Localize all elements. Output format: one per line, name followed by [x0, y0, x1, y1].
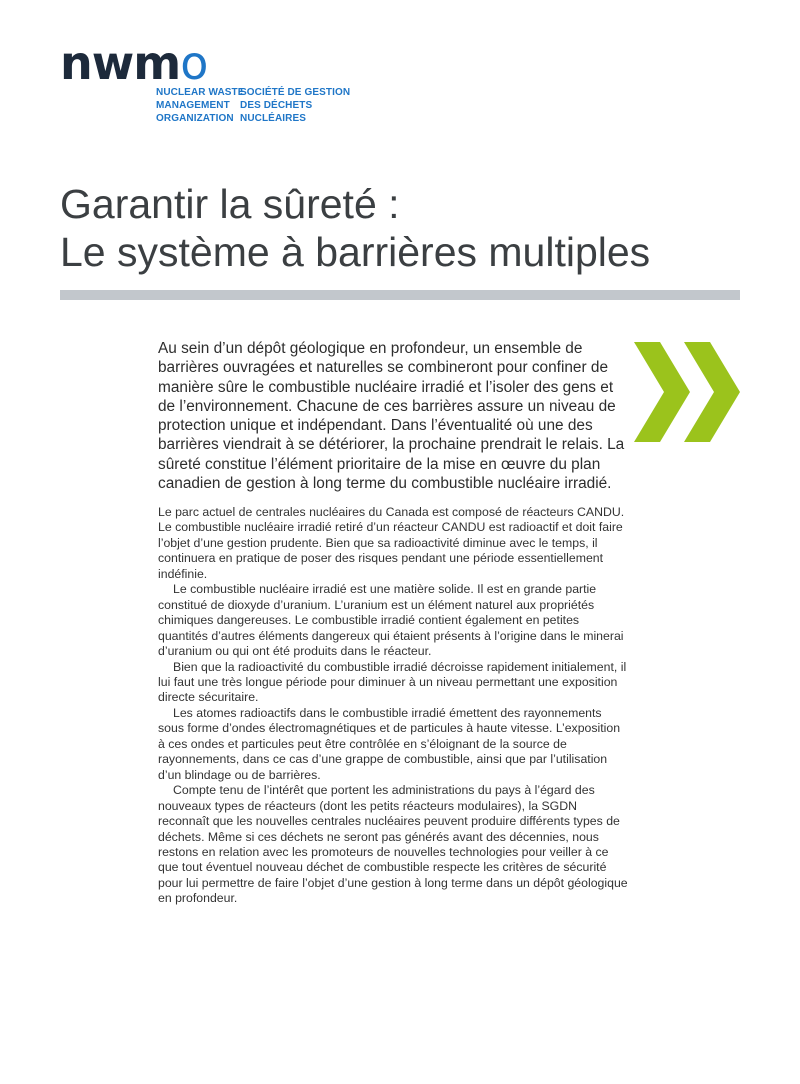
logo-english-line: NUCLEAR WASTE — [156, 87, 245, 98]
logo-french-line: NUCLÉAIRES — [240, 113, 307, 124]
logo-wordmark-o: o — [180, 36, 208, 90]
body-paragraph: Les atomes radioactifs dans le combustible irradié émettent des rayonnements sous forme d’ondes électromagnétiques et de particules à haute vitesse. L’exposition à ces ondes et particules peut être contrôlée en s’éloignant de la source de rayonnements, dans ce cas d’une grappe de combustible, ainsi que par l’utilisation d’un blindage ou de barrières. — [158, 705, 621, 782]
body-paragraph: Bien que la radioactivité du combustible irradié décroisse rapidement initialement, il lui faut une très longue période pour diminuer à un niveau permettant une exposition directe sécuritaire. — [158, 659, 627, 705]
logo-english-line: MANAGEMENT — [156, 100, 230, 111]
title-line-1: Garantir la sûreté : — [60, 181, 400, 227]
nwmo-logo — [60, 36, 370, 130]
logo-french-line: SOCIÉTÉ DE GESTION — [240, 87, 351, 98]
logo-english-line: ORGANIZATION — [156, 113, 234, 124]
body-text — [158, 505, 628, 907]
body-paragraph: Compte tenu de l’intérêt que portent les administrations du pays à l’égard des nouveaux types de réacteurs (dont les petits réacteurs modulaires), la SGDN reconnaît que les nouvelles centrales nucléaires peuvent produire différents types de déchets. Même si ces déchets ne seront pas générés avant des décennies, nous restons en relation avec les promoteurs de nouvelles technologies pour veiller à ce que tout éventuel nouveau déchet de combustible respecte les critères de sécurité pour lui permettre de faire l’objet d’une gestion à long terme dans un dépôt géologique en profondeur. — [158, 783, 628, 906]
double-chevron-right-icon — [634, 342, 744, 442]
logo-english-name — [156, 86, 245, 125]
title-divider — [60, 290, 740, 300]
body-paragraph: Le combustible nucléaire irradié est une matière solide. Il est en grande partie constitué de dioxyde d’uranium. L’uranium est un élément naturel aux propriétés chimiques dangereuses. Le combustible irradié contient également en petites quantités d’autres éléments dangereux qui étaient présents à l’origine dans le minerai d’uranium ou qui ont été produits dans le réacteur. — [158, 582, 624, 659]
logo-french-name — [240, 86, 350, 125]
logo-wordmark-nwm: nwm — [60, 36, 181, 90]
body-paragraph: Le parc actuel de centrales nucléaires du Canada est composé de réacteurs CANDU. Le combustible nucléaire irradié retiré d’un réacteur CANDU est radioactif et doit faire l’objet d’une gestion prudente. Bien que sa radioactivité diminue avec le temps, il continuera en pratique de poser des risques pendant une période essentiellement indéfinie. — [158, 505, 625, 581]
logo-wordmark — [60, 36, 208, 90]
page-title — [60, 180, 740, 276]
lead-paragraph: Au sein d’un dépôt géologique en profondeur, un ensemble de barrières ouvragées et naturelles se combineront pour confiner de manière sûre le combustible nucléaire irradié et l’isoler des gens et de l’environnement. Chacune de ces barrières assure un niveau de protection unique et indépendant. Dans l’éventualité où une des barrières viendrait à se détériorer, la prochaine prendrait le relais. La sûreté constitue l’élément prioritaire de la mise en œuvre du plan canadien de gestion à long terme du combustible nucléaire irradié. — [158, 340, 625, 493]
logo-french-line: DES DÉCHETS — [240, 100, 313, 111]
title-line-2: Le système à barrières multiples — [60, 229, 651, 275]
